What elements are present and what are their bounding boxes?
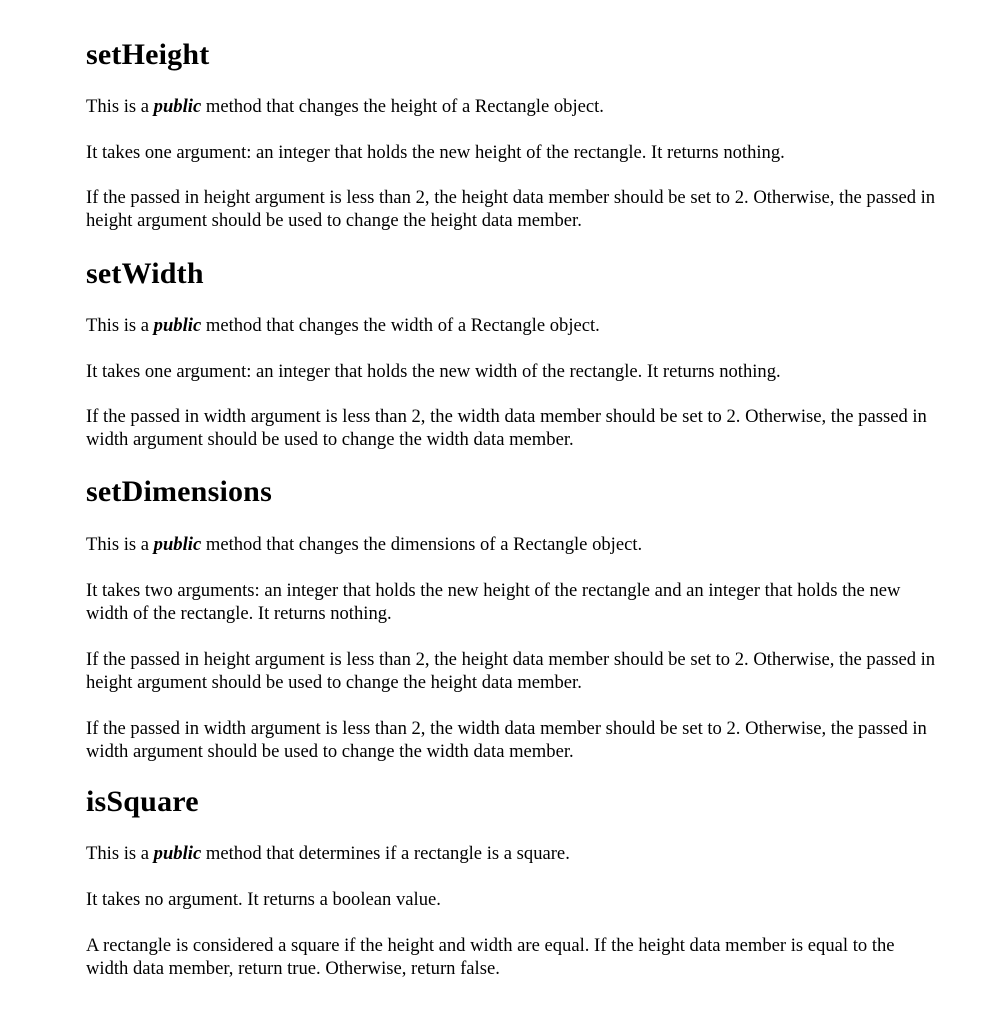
section-setheight — [86, 38, 936, 231]
section-issquare — [86, 785, 936, 979]
description-suffix: method that changes the height of a Rectangle object. — [201, 96, 604, 117]
method-arguments: It takes one argument: an integer that holds the new width of the rectangle. It returns nothing. — [86, 361, 781, 382]
method-rule-height: If the passed in height argument is less than 2, the height data member should be set to 2. Otherwise, the passed in height argument should be used to change the height data member. — [86, 649, 936, 693]
section-setdimensions — [86, 475, 936, 762]
access-modifier: public — [153, 315, 202, 336]
method-description — [86, 842, 936, 865]
access-modifier: public — [153, 534, 202, 555]
section-heading: setDimensions — [86, 475, 272, 508]
method-arguments: It takes no argument. It returns a boolean value. — [86, 889, 441, 910]
method-rule: If the passed in height argument is less than 2, the height data member should be set to 2. Otherwise, the passed in height argument should be used to change the height data member. — [86, 187, 936, 231]
section-heading: setWidth — [86, 257, 204, 290]
method-description — [86, 533, 936, 556]
description-prefix: This is a — [86, 843, 154, 864]
method-rule-width: If the passed in width argument is less than 2, the width data member should be set to 2. Otherwise, the passed in width argument should be used to change the width data member. — [86, 718, 927, 762]
section-heading: isSquare — [86, 785, 199, 818]
access-modifier: public — [153, 843, 202, 864]
description-prefix: This is a — [86, 315, 154, 336]
description-suffix: method that changes the width of a Rectangle object. — [201, 315, 600, 336]
method-rule: A rectangle is considered a square if the height and width are equal. If the height data member is equal to the width data member, return true. Otherwise, return false. — [86, 935, 895, 979]
description-suffix: method that determines if a rectangle is a square. — [201, 843, 570, 864]
method-description — [86, 95, 936, 118]
method-description — [86, 314, 936, 337]
method-arguments: It takes two arguments: an integer that holds the new height of the rectangle and an integer that holds the new width of the rectangle. It returns nothing. — [86, 580, 901, 624]
section-setwidth — [86, 257, 936, 450]
description-suffix: method that changes the dimensions of a Rectangle object. — [201, 534, 643, 555]
method-arguments: It takes one argument: an integer that holds the new height of the rectangle. It returns nothing. — [86, 142, 785, 163]
method-rule: If the passed in width argument is less than 2, the width data member should be set to 2. Otherwise, the passed in width argument should be used to change the width data member. — [86, 406, 927, 450]
description-prefix: This is a — [86, 534, 154, 555]
description-prefix: This is a — [86, 96, 154, 117]
section-heading: setHeight — [86, 38, 210, 71]
access-modifier: public — [153, 96, 202, 117]
